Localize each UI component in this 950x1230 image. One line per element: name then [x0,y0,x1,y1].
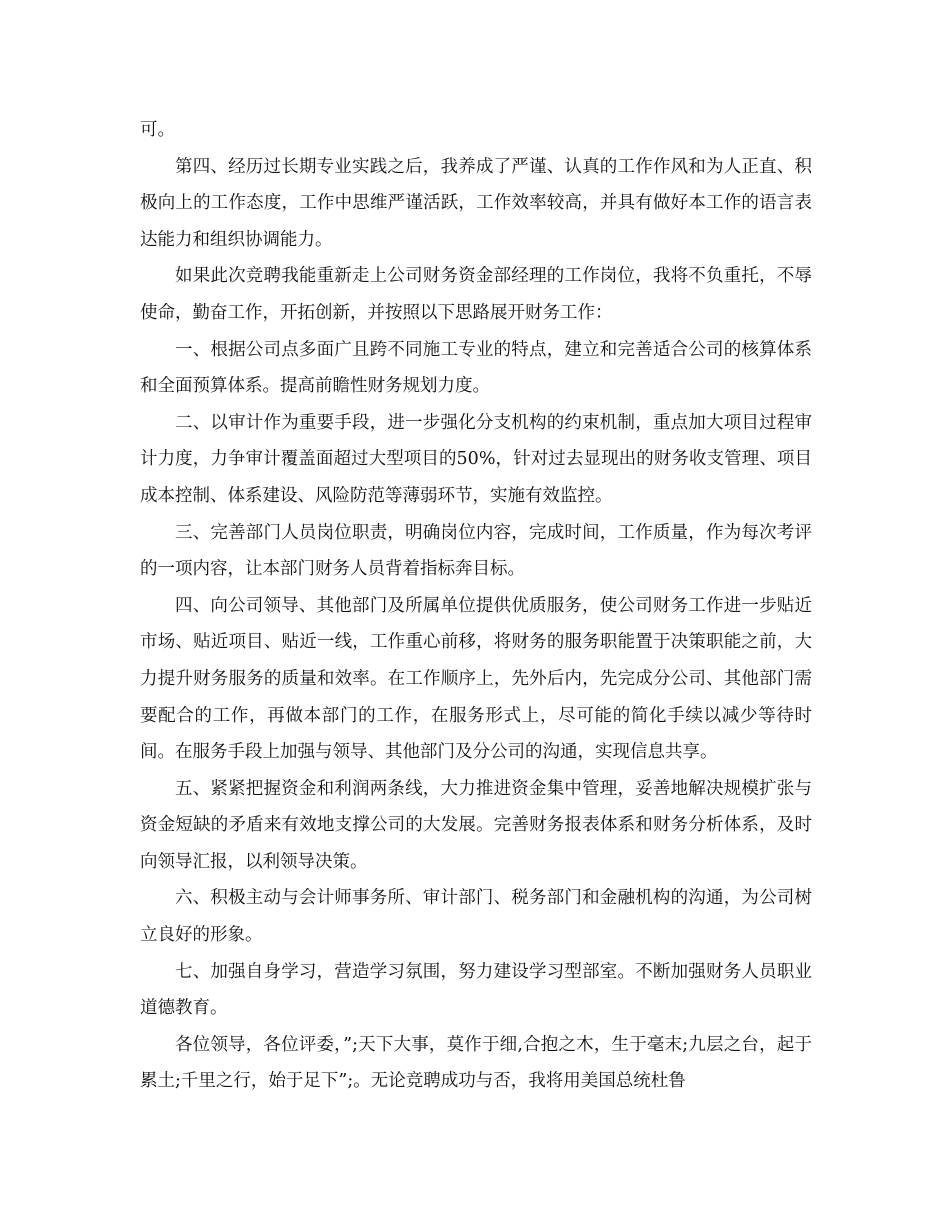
paragraph-plan-item-1: 一、根据公司点多面广且跨不同施工专业的特点，建立和完善适合公司的核算体系和全面预算体系。提高前瞻性财务规划力度。 [140,339,812,397]
paragraph-plan-item-3: 三、完善部门人员岗位职责，明确岗位内容，完成时间，工作质量，作为每次考评的一项内容，让本部门财务人员背着指标奔目标。 [140,522,812,580]
paragraph-fourth-point: 第四、经历过长期专业实践之后，我养成了严谨、认真的工作作风和为人正直、积极向上的工作态度，工作中思维严谨活跃，工作效率较高，并具有做好本工作的语言表达能力和组织协调能力。 [140,156,812,250]
paragraph-work-plan-intro: 如果此次竞聘我能重新走上公司财务资金部经理的工作岗位，我将不负重托，不辱使命，勤奋工作，开拓创新，并按照以下思路展开财务工作： [140,266,812,323]
paragraph-plan-item-5: 五、紧紧把握资金和利润两条线，大力推进资金集中管理，妥善地解决规模扩张与资金短缺的矛盾来有效地支撑公司的大发展。完善财务报表体系和财务分析体系，及时向领导汇报，以利领导决策。 [140,778,812,872]
paragraph-continuation: 可。 [140,120,175,140]
paragraph-plan-item-6: 六、积极主动与会计师事务所、审计部门、税务部门和金融机构的沟通，为公司树立良好的形象。 [140,888,812,946]
paragraph-plan-item-2: 二、以审计作为重要手段，进一步强化分支机构的约束机制，重点加大项目过程审计力度，力争审计覆盖面超过大型项目的50%，针对过去显现出的财务收支管理、项目成本控制、体系建设、风险防范等薄弱环节，实施有效监控。 [140,412,812,506]
paragraph-plan-item-4: 四、向公司领导、其他部门及所属单位提供优质服务，使公司财务工作进一步贴近市场、贴近项目、贴近一线，工作重心前移，将财务的服务职能置于决策职能之前，大力提升财务服务的质量和效率。在工作顺序上，先外后内，先完成分公司、其他部门需要配合的工作，再做本部门的工作，在服务形式上，尽可能的简化手续以减少等待时间。在服务手段上加强与领导、其他部门及分公司的沟通，实现信息共享。 [140,595,812,763]
paragraph-closing: 各位领导，各位评委，”;天下大事，莫作于细,合抱之木，生于毫末;九层之台，起于累土;千里之行，始于足下”;。无论竞聘成功与否，我将用美国总统杜鲁 [140,1034,812,1092]
document-body [140,112,812,1100]
paragraph-plan-item-7: 七、加强自身学习，营造学习氛围，努力建设学习型部室。不断加强财务人员职业道德教育。 [140,961,812,1019]
